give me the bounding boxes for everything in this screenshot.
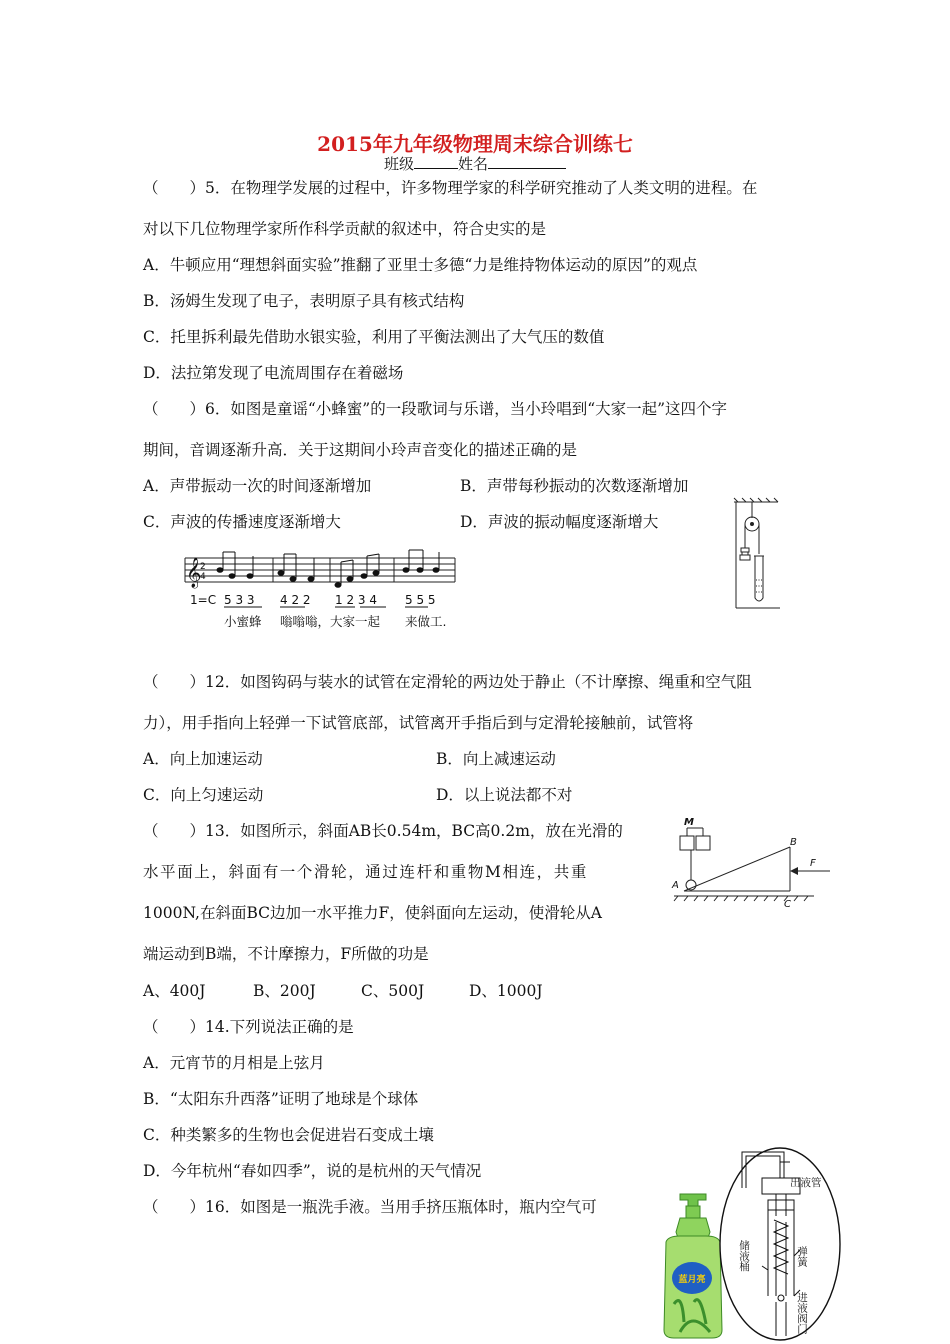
q13-option-b: B、200J [253,982,316,1000]
music-notes-1: 5 3 3 [224,593,255,607]
bottle-brand-label: 蓝月亮 [678,1275,706,1285]
music-notes-4: 5 5 5 [405,593,436,607]
svg-text:2: 2 [200,562,206,572]
q12-stem-1: （ ）12．如图钩码与装水的试管在定滑轮的两边处于静止（不计摩擦、绳重和空气阻 [143,673,752,691]
q16-stem: （ ）16．如图是一瓶洗手液。当用手挤压瓶体时，瓶内空气可 [143,1198,597,1216]
q14-option-d: D．今年杭州“春如四季”，说的是杭州的天气情况 [143,1162,482,1180]
name-blank[interactable] [488,154,566,169]
q14-option-b: B．“太阳东升西落”证明了地球是个球体 [143,1090,419,1108]
music-score-figure [180,548,460,630]
music-lyric-1: 小蜜蜂 [224,614,262,629]
q6-stem-2: 期间，音调逐渐升高．关于这期间小玲声音变化的描述正确的是 [143,441,578,459]
q5-option-a: A．牛顿应用“理想斜面实验”推翻了亚里士多德“力是维持物体运动的原因”的观点 [143,256,698,274]
incline-label-b: B [790,837,797,848]
incline-label-c: C [784,899,791,910]
q12-option-b: B．向上减速运动 [436,750,556,768]
q12-option-a: A．向上加速运动 [143,750,263,768]
label-storage-tank: 储液桶 [738,1240,750,1272]
q12-stem-2: 力），用手指向上轻弹一下试管底部，试管离开手指后到与定滑轮接触前，试管将 [143,714,694,732]
pump-diagram-figure [718,1146,842,1342]
q6-option-a: A．声带振动一次的时间逐渐增加 [143,477,372,495]
music-key: 1=C [190,593,217,607]
q14-option-a: A．元宵节的月相是上弦月 [143,1054,325,1072]
incline-label-m: M [684,817,694,828]
q6-option-b: B．声带每秒振动的次数逐渐增加 [460,477,689,495]
q13-stem-2: 水平面上，斜面有一个滑轮，通过连杆和重物M相连，共重 [143,863,588,881]
music-lyric-2: 嗡嗡嗡，大家一起 [280,614,381,629]
name-label: 姓名 [458,155,489,173]
q14-stem: （ ）14.下列说法正确的是 [143,1018,354,1036]
q13-stem-3: 1000N,在斜面BC边加一水平推力F，使斜面向左运动，使滑轮从A [143,904,602,922]
incline-label-a: A [672,880,679,891]
q12-option-d: D．以上说法都不对 [436,786,573,804]
page-title: 2015年九年级物理周末综合训练七 [317,132,633,156]
q5-option-d: D．法拉第发现了电流周围存在着磁场 [143,364,404,382]
q14-option-c: C．种类繁多的生物也会促进岩石变成土壤 [143,1126,434,1144]
music-notes-2: 4 2 2 [280,593,311,607]
svg-text:𝄞: 𝄞 [186,558,202,588]
label-inlet-valve: 进液阀门 [796,1292,808,1334]
class-label: 班级 [383,155,414,173]
svg-text:4: 4 [200,572,206,582]
music-notes-3: 1 2 3 4 [335,593,377,607]
q13-stem-1: （ ）13．如图所示，斜面AB长0.54m，BC高0.2m，放在光滑的 [143,822,623,840]
q6-option-c: C．声波的传播速度逐渐增大 [143,513,341,531]
q5-stem-1: （ ）5．在物理学发展的过程中，许多物理学家的科学研究推动了人类文明的进程。在 [143,179,758,197]
q5-option-c: C．托里拆利最先借助水银实验，利用了平衡法测出了大气压的数值 [143,328,605,346]
incline-figure [664,814,836,910]
pulley-figure [732,500,782,612]
label-spring: 弹簧 [796,1246,808,1267]
q6-option-d: D．声波的振动幅度逐渐增大 [460,513,659,531]
q6-stem-1: （ ）6．如图是童谣“小蜂蜜”的一段歌词与乐谱，当小玲唱到“大家一起”这四个字 [143,400,728,418]
label-outlet-pipe: 出液管 [790,1177,822,1189]
q13-option-c: C、500J [361,982,425,1000]
q12-option-c: C．向上匀速运动 [143,786,264,804]
music-lyric-3: 来做工. [405,614,447,629]
q13-option-a: A、400J [143,982,206,1000]
q13-stem-4: 端运动到B端，不计摩擦力，F所做的功是 [143,945,429,963]
handwash-bottle-figure [650,1192,728,1342]
incline-label-f: F [810,858,816,869]
class-blank[interactable] [414,154,458,169]
q5-option-b: B．汤姆生发现了电子，表明原子具有核式结构 [143,292,465,310]
q13-option-d: D、1000J [469,982,543,1000]
q5-stem-2: 对以下几位物理学家所作科学贡献的叙述中，符合史实的是 [143,220,547,238]
student-info-line [0,153,950,174]
